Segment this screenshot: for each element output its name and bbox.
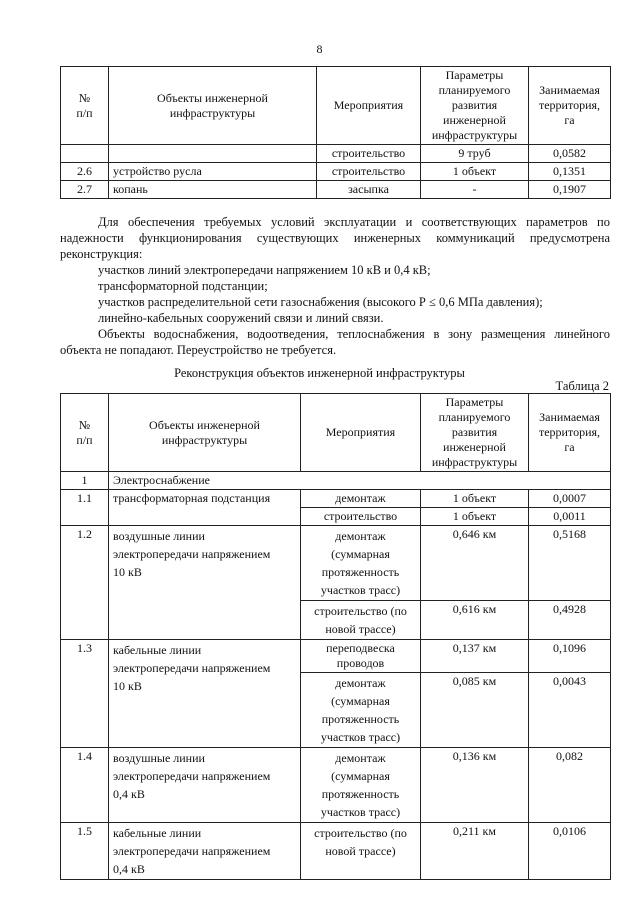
cell-measure: демонтаж (суммарная протяженность участков трасс) <box>301 673 421 748</box>
cell-measure: засыпка <box>317 181 421 199</box>
cell-measure: строительство <box>301 508 421 526</box>
cell-num: 1.3 <box>61 640 109 748</box>
col-header-area: Занимаемая территория, га <box>529 394 611 472</box>
list-item: линейно-кабельных сооружений связи и линий связи. <box>98 311 384 325</box>
cell-num: 1.5 <box>61 823 109 880</box>
reconstruction-table <box>60 393 611 880</box>
table-row <box>61 640 611 673</box>
cell-object: воздушные линии электропередачи напряжением 10 кВ <box>109 526 301 640</box>
cell-object: воздушные линии электропередачи напряжением 0,4 кВ <box>109 748 301 823</box>
cell-area: 0,0011 <box>529 508 611 526</box>
table-row <box>61 526 611 601</box>
table-section-row <box>61 472 611 490</box>
table-row <box>61 748 611 823</box>
table-header-row <box>61 394 611 472</box>
cell-param: 0,136 км <box>421 748 529 823</box>
list-item: участков линий электропередачи напряжением 10 кВ и 0,4 кВ; <box>98 263 431 277</box>
table-row <box>61 163 611 181</box>
cell-param: 0,211 км <box>421 823 529 880</box>
cell-object: устройство русла <box>109 163 317 181</box>
col-header-params: Параметры планируемого развития инженерной инфраструктуры <box>421 67 529 145</box>
table-row <box>61 181 611 199</box>
list-item: участков распределительной сети газоснабжения (высокого Р ≤ 0,6 МПа давления); <box>98 295 543 309</box>
table-header-row <box>61 67 611 145</box>
table-label: Таблица 2 <box>555 379 609 393</box>
col-header-objects: Объекты инженерной инфраструктуры <box>109 67 317 145</box>
body-text <box>60 214 610 358</box>
cell-area: 0,1907 <box>529 181 611 199</box>
cell-param: 9 труб <box>421 145 529 163</box>
cell-param: 1 объект <box>421 508 529 526</box>
cell-param: - <box>421 181 529 199</box>
col-header-num: № п/п <box>61 394 109 472</box>
cell-measure: демонтаж <box>301 490 421 508</box>
cell-area: 0,1096 <box>529 640 611 673</box>
col-header-objects: Объекты инженерной инфраструктуры <box>109 394 301 472</box>
cell-param: 0,137 км <box>421 640 529 673</box>
list-item: трансформаторной подстанции; <box>98 279 268 293</box>
cell-measure: демонтаж (суммарная протяженность участков трасс) <box>301 748 421 823</box>
infrastructure-table-continued <box>60 66 611 199</box>
cell-num: 2.7 <box>61 181 109 199</box>
table-row <box>61 823 611 880</box>
cell-measure: строительство (по новой трассе) <box>301 601 421 640</box>
col-header-num: № п/п <box>61 67 109 145</box>
cell-area: 0,0007 <box>529 490 611 508</box>
section-num: 1 <box>61 472 109 490</box>
cell-area: 0,4928 <box>529 601 611 640</box>
cell-object <box>109 145 317 163</box>
cell-param: 0,616 км <box>421 601 529 640</box>
cell-area: 0,1351 <box>529 163 611 181</box>
cell-area: 0,0106 <box>529 823 611 880</box>
closing-paragraph: Объекты водоснабжения, водоотведения, теплоснабжения в зону размещения линейного объекта не попадают. Переустройство не требуется. <box>60 327 610 357</box>
cell-object: трансформаторная подстанция <box>109 490 301 526</box>
page-number: 8 <box>316 42 323 56</box>
cell-object: кабельные линии электропередачи напряжением 10 кВ <box>109 640 301 748</box>
intro-paragraph: Для обеспечения требуемых условий эксплуатации и соответствующих параметров по надежности функционирования существующих инженерных коммуникаций предусмотрена реконструкция: <box>60 215 610 261</box>
cell-object: кабельные линии электропередачи напряжением 0,4 кВ <box>109 823 301 880</box>
cell-area: 0,0043 <box>529 673 611 748</box>
cell-num: 2.6 <box>61 163 109 181</box>
cell-measure: демонтаж (суммарная протяженность участков трасс) <box>301 526 421 601</box>
cell-param: 1 объект <box>421 490 529 508</box>
cell-measure: строительство <box>317 145 421 163</box>
cell-object: копань <box>109 181 317 199</box>
cell-param: 0,646 км <box>421 526 529 601</box>
col-header-measures: Мероприятия <box>301 394 421 472</box>
cell-measure: переподвеска проводов <box>301 640 421 673</box>
cell-measure: строительство (по новой трассе) <box>301 823 421 880</box>
section-title: Электроснабжение <box>109 472 611 490</box>
cell-param: 0,085 км <box>421 673 529 748</box>
col-header-measures: Мероприятия <box>317 67 421 145</box>
cell-area: 0,5168 <box>529 526 611 601</box>
table-row <box>61 145 611 163</box>
table-row <box>61 490 611 508</box>
cell-param: 1 объект <box>421 163 529 181</box>
cell-area: 0,0582 <box>529 145 611 163</box>
cell-area: 0,082 <box>529 748 611 823</box>
col-header-area: Занимаемая территория, га <box>529 67 611 145</box>
cell-num: 1.4 <box>61 748 109 823</box>
cell-measure: строительство <box>317 163 421 181</box>
cell-num: 1.2 <box>61 526 109 640</box>
cell-num <box>61 145 109 163</box>
cell-num: 1.1 <box>61 490 109 526</box>
table-caption: Реконструкция объектов инженерной инфраструктуры <box>174 366 465 380</box>
col-header-params: Параметры планируемого развития инженерной инфраструктуры <box>421 394 529 472</box>
